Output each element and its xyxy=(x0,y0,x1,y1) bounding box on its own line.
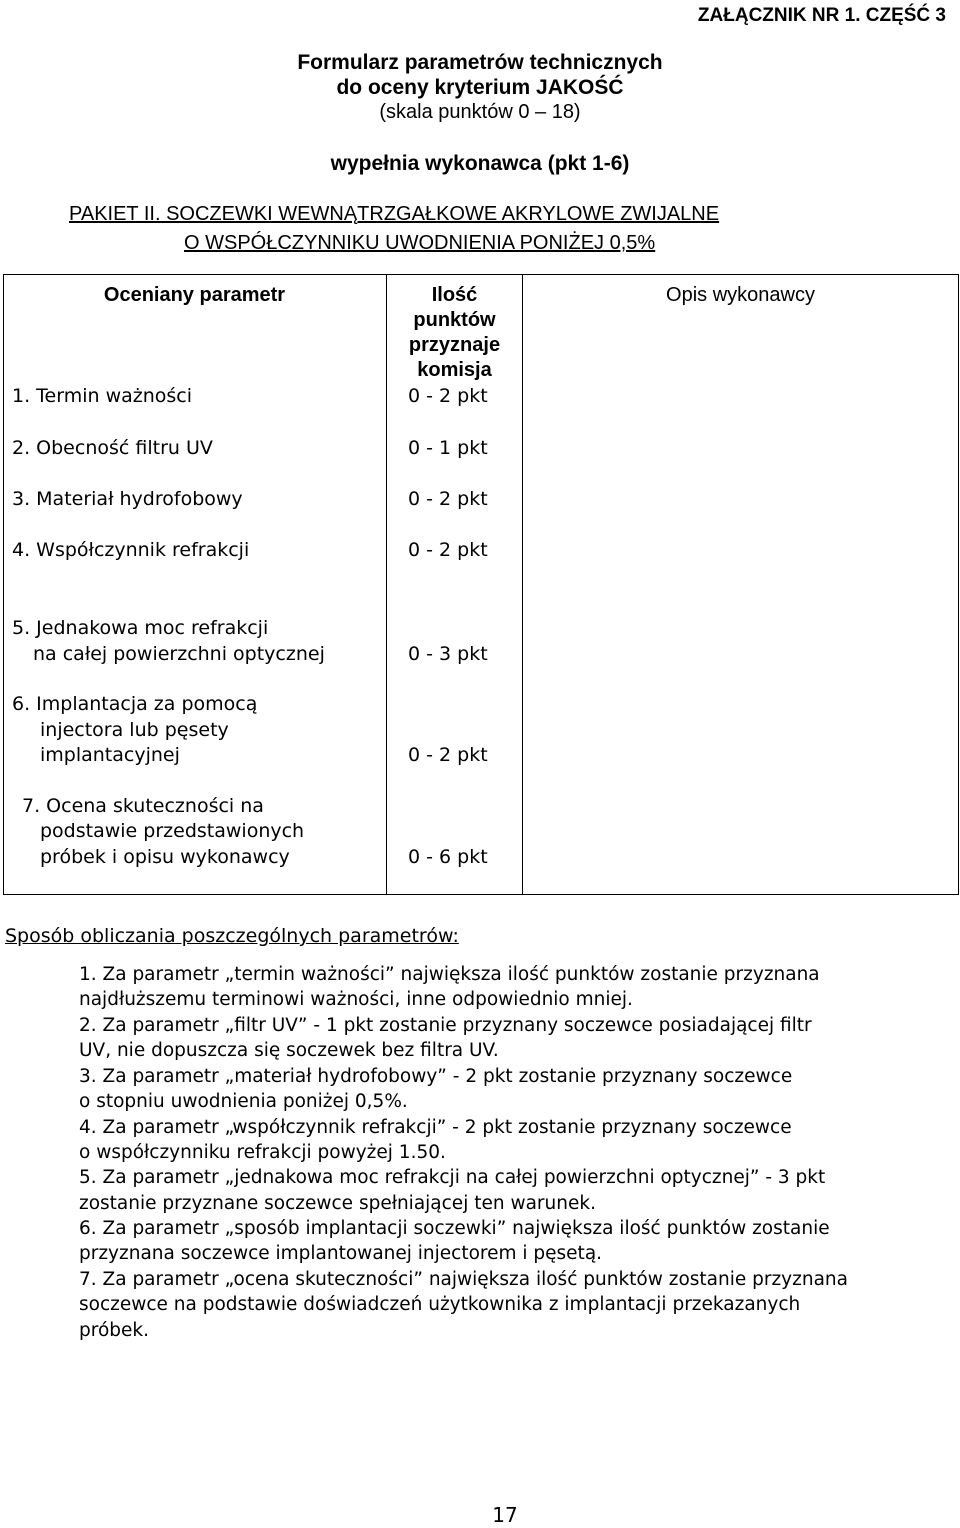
item-text: Za parametr „sposób implantacji soczewki” największa ilość punktów zostanie xyxy=(102,1218,830,1239)
table-left-border xyxy=(3,274,4,895)
table-row-param: 3. Materiał hydrofobowy xyxy=(12,488,243,510)
table-row-param: 4. Współczynnik refrakcji xyxy=(12,539,250,561)
item-number: 1. xyxy=(79,964,97,985)
package-title-line2: O WSPÓŁCZYNNIKU UWODNIENIA PONIŻEJ 0,5% xyxy=(184,232,656,254)
points-header-line: komisja xyxy=(417,359,492,381)
form-subtitle: do oceny kryterium JAKOŚĆ xyxy=(336,76,624,99)
table-top-border xyxy=(3,274,959,275)
table-row-points: 0 - 3 pkt xyxy=(408,643,488,665)
item-number: 5. xyxy=(79,1167,97,1188)
calculation-method-title: Sposób obliczania poszczególnych parametrów: xyxy=(5,925,459,947)
table-row-points: 0 - 1 pkt xyxy=(408,437,488,459)
list-item-continuation: o współczynniku refrakcji powyżej 1.50. xyxy=(79,1142,446,1163)
list-item xyxy=(79,1115,792,1140)
table-row-param: 6. Implantacja za pomocą xyxy=(12,693,258,715)
item-number: 7. xyxy=(79,1269,97,1290)
table-row-points: 0 - 2 pkt xyxy=(408,385,488,407)
list-item xyxy=(79,1064,792,1089)
table-row-points: 0 - 2 pkt xyxy=(408,488,488,510)
list-item-continuation: o stopniu uwodnienia poniżej 0,5%. xyxy=(79,1091,408,1112)
item-text: Za parametr „filtr UV” - 1 pkt zostanie przyznany soczewce posiadającej filtr xyxy=(102,1015,812,1036)
score-scale: (skala punktów 0 – 18) xyxy=(379,101,581,123)
table-row-param-cont: próbek i opisu wykonawcy xyxy=(40,846,290,868)
filled-by-note: wypełnia wykonawca (pkt 1-6) xyxy=(330,152,630,175)
column-header-points xyxy=(387,283,522,383)
table-row-param-cont: implantacyjnej xyxy=(40,744,180,766)
table-bottom-border xyxy=(3,894,959,895)
form-title: Formularz parametrów technicznych xyxy=(297,51,663,74)
table-row-param: 2. Obecność filtru UV xyxy=(12,437,213,459)
list-item-continuation: zostanie przyznane soczewce spełniającej ten warunek. xyxy=(79,1193,596,1214)
table-row-param-cont: podstawie przedstawionych xyxy=(40,820,305,842)
table-row-param-cont: na całej powierzchni optycznej xyxy=(33,643,325,665)
item-text: Za parametr „ocena skuteczności” największa ilość punktów zostanie przyznana xyxy=(102,1269,848,1290)
list-item xyxy=(79,1267,848,1292)
table-row-param: 7. Ocena skuteczności na xyxy=(22,795,264,817)
table-row-points: 0 - 2 pkt xyxy=(408,744,488,766)
list-item xyxy=(79,962,820,987)
page-number: 17 xyxy=(492,1503,518,1527)
table-row-param-cont: injectora lub pęsety xyxy=(40,719,229,741)
table-row-param: 1. Termin ważności xyxy=(12,385,193,407)
list-item xyxy=(79,1165,825,1190)
item-number: 2. xyxy=(79,1015,97,1036)
item-number: 4. xyxy=(79,1117,97,1138)
list-item-continuation: UV, nie dopuszcza się soczewek bez filtra UV. xyxy=(79,1040,499,1061)
column-header-parameter: Oceniany parametr xyxy=(103,284,286,306)
table-row-param: 5. Jednakowa moc refrakcji xyxy=(12,617,269,639)
item-text: Za parametr „termin ważności” największa ilość punktów zostanie przyznana xyxy=(102,964,820,985)
table-divider-2 xyxy=(522,274,523,895)
item-text: Za parametr „współczynnik refrakcji” - 2 pkt zostanie przyznany soczewce xyxy=(102,1117,792,1138)
item-number: 6. xyxy=(79,1218,97,1239)
package-title-line1: PAKIET II. SOCZEWKI WEWNĄTRZGAŁKOWE AKRYLOWE ZWIJALNE xyxy=(69,203,720,225)
item-text: Za parametr „materiał hydrofobowy” - 2 pkt zostanie przyznany soczewce xyxy=(102,1066,793,1087)
list-item-continuation: przyznana soczewce implantowanej injectorem i pęsetą. xyxy=(79,1243,603,1264)
list-item-continuation: najdłuższemu terminowi ważności, inne odpowiednio mniej. xyxy=(79,989,633,1010)
table-row-points: 0 - 2 pkt xyxy=(408,539,488,561)
item-text: Za parametr „jednakowa moc refrakcji na całej powierzchni optycznej” - 3 pkt xyxy=(102,1167,826,1188)
points-header-line: przyznaje xyxy=(408,334,501,356)
list-item xyxy=(79,1216,830,1241)
points-header-line: Ilość xyxy=(431,284,478,306)
annex-label: ZAŁĄCZNIK NR 1. CZĘŚĆ 3 xyxy=(697,5,946,26)
table-right-border xyxy=(958,274,959,895)
list-item-continuation: soczewce na podstawie doświadczeń użytkownika z implantacji przekazanych xyxy=(79,1294,801,1315)
item-number: 3. xyxy=(79,1066,97,1087)
list-item xyxy=(79,1013,812,1038)
table-row-points: 0 - 6 pkt xyxy=(408,846,488,868)
points-header-line: punktów xyxy=(413,309,496,331)
column-header-description: Opis wykonawcy xyxy=(666,284,815,306)
list-item-continuation: próbek. xyxy=(79,1320,149,1341)
